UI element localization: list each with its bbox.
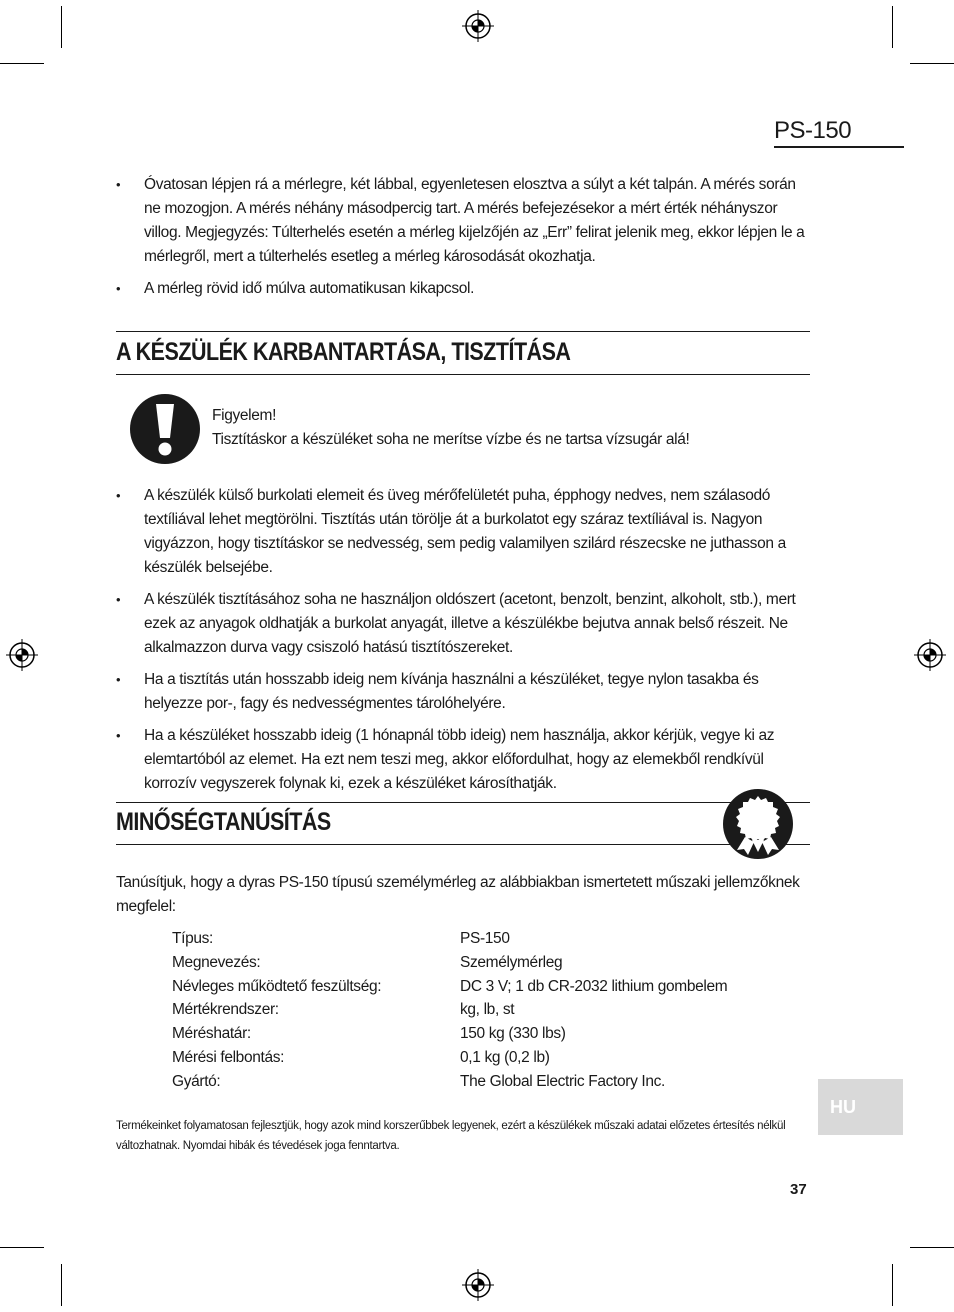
section-rule-bottom [116,844,810,845]
section-rule-top [116,331,810,332]
spec-value: PS-150 [460,930,510,947]
model-underline [774,146,904,148]
warning-block [212,404,690,452]
page-number: 37 [790,1181,807,1198]
warning-title: Figyelem! [212,407,277,424]
maintenance-bullet-list [116,484,816,804]
registration-mark-icon [461,1268,495,1302]
spec-value: kg, lb, st [460,1001,515,1019]
spec-value: The Global Electric Factory Inc. [460,1072,666,1090]
list-item: • Óvatosan lépjen rá a mérlegre, két lábbal, egyenletesen elosztva a súlyt a két talpán. A mérés során ne mozogjon. A mérés néhány másodpercig tart. A mérés befejezésekor a mért érték néhányszor villog. Megjegyzés: Túlterhelés esetén a mérleg kijelzőjén az „Err” felirat jelenik meg, ekkor lépjen le a mérlegről, mert a túlterhelés esetleg a mérleg károsodását okozhatja. [116,173,816,269]
crop-mark [61,6,62,48]
exclamation-icon [128,392,202,466]
crop-mark [910,1247,954,1248]
spec-value: DC 3 V; 1 db CR-2032 lithium gombelem [460,977,728,995]
list-item: • A mérleg rövid idő múlva automatikusan kikapcsol. [116,277,816,301]
spec-row [172,1070,727,1094]
spec-row [172,975,727,999]
intro-bullet-list [116,173,816,309]
model-label: PS-150 [774,117,852,144]
list-item: • Ha a készüléket hosszabb ideig (1 hónapnál több ideig) nem használja, akkor kérjük, vegye ki az elemtartóból az elemet. Ha ezt nem teszi meg, akkor előfordulhat, hogy az elemekből rendkívül korrozív vegyszerek folynak ki, ezek a készüléket károsíthatják. [116,724,816,796]
registration-mark-icon [461,9,495,43]
footnote: Termékeinket folyamatosan fejlesztjük, hogy azok mind korszerűbbek legyenek, ezért a készülékek műszaki adatai előzetes értesítés nélkül változhatnak. Nyomdai hibák és tévedések joga fenntartva. [116,1120,786,1152]
section-rule-top [116,802,810,803]
crop-mark [892,1264,893,1306]
spec-value: Személymérleg [460,953,563,971]
registration-mark-icon [5,638,39,672]
spec-label: Mértékrendszer: [172,1001,279,1019]
spec-row [172,998,727,1022]
certification-intro: Tanúsítjuk, hogy a dyras PS-150 típusú személymérleg az alábbiakban ismertetett műszaki jellemzőknek megfelel: [116,874,800,915]
crop-mark [892,6,893,48]
spec-label: Méréshatár: [172,1025,251,1043]
language-tab [818,1079,903,1135]
spec-label: Névleges működtető feszültség: [172,977,382,995]
crop-mark [0,63,44,64]
spec-label: Gyártó: [172,1072,221,1090]
section-heading-maintenance: A KÉSZÜLÉK KARBANTARTÁSA, TISZTÍTÁSA [116,338,571,366]
registration-mark-icon [913,638,947,672]
list-item: • A készülék tisztításához soha ne használjon oldószert (acetont, benzolt, benzint, alkoholt, stb.), mert ezek az anyagok oldhatják a burkolat anyagát, illetve a készülékbe bejutva annak belső részeit. Ne alkalmazzon durva vagy csiszoló hatású tisztítószereket. [116,588,816,660]
crop-mark [0,1247,44,1248]
crop-mark [910,63,954,64]
spec-row [172,951,727,975]
list-item: • A készülék külső burkolati elemeit és üveg mérőfelületét puha, épphogy nedves, nem szálasodó textíliával lehet megtörölni. Tisztítás után törölje át a burkolatot egy száraz textíliával is. Nagyon vigyázzon, hogy tisztításkor se nedvesség, sem pedig valamilyen szilárd részecske ne juthasson a készülék belsejébe. [116,484,816,580]
spec-label: Megnevezés: [172,953,261,971]
crop-mark [61,1264,62,1306]
section-rule-bottom [116,374,810,375]
quality-seal-icon [722,788,794,860]
spec-label: Mérési felbontás: [172,1048,285,1066]
spec-value: 0,1 kg (0,2 lb) [460,1048,550,1066]
spec-row [172,1022,727,1046]
language-tab-label: HU [830,1097,856,1117]
list-item: • Ha a tisztítás után hosszabb ideig nem kívánja használni a készüléket, tegye nylon tasakba és helyezze por-, fagy és nedvességmentes tárolóhelyére. [116,668,816,716]
spec-label: Típus: [172,930,213,947]
warning-text: Tisztításkor a készüléket soha ne merítse vízbe és ne tartsa vízsugár alá! [212,431,690,448]
spec-table [172,927,727,1094]
section-heading-quality: MINŐSÉGTANÚSÍTÁS [116,808,331,836]
spec-value: 150 kg (330 lbs) [460,1025,566,1043]
spec-row [172,1046,727,1070]
spec-row [172,927,727,951]
